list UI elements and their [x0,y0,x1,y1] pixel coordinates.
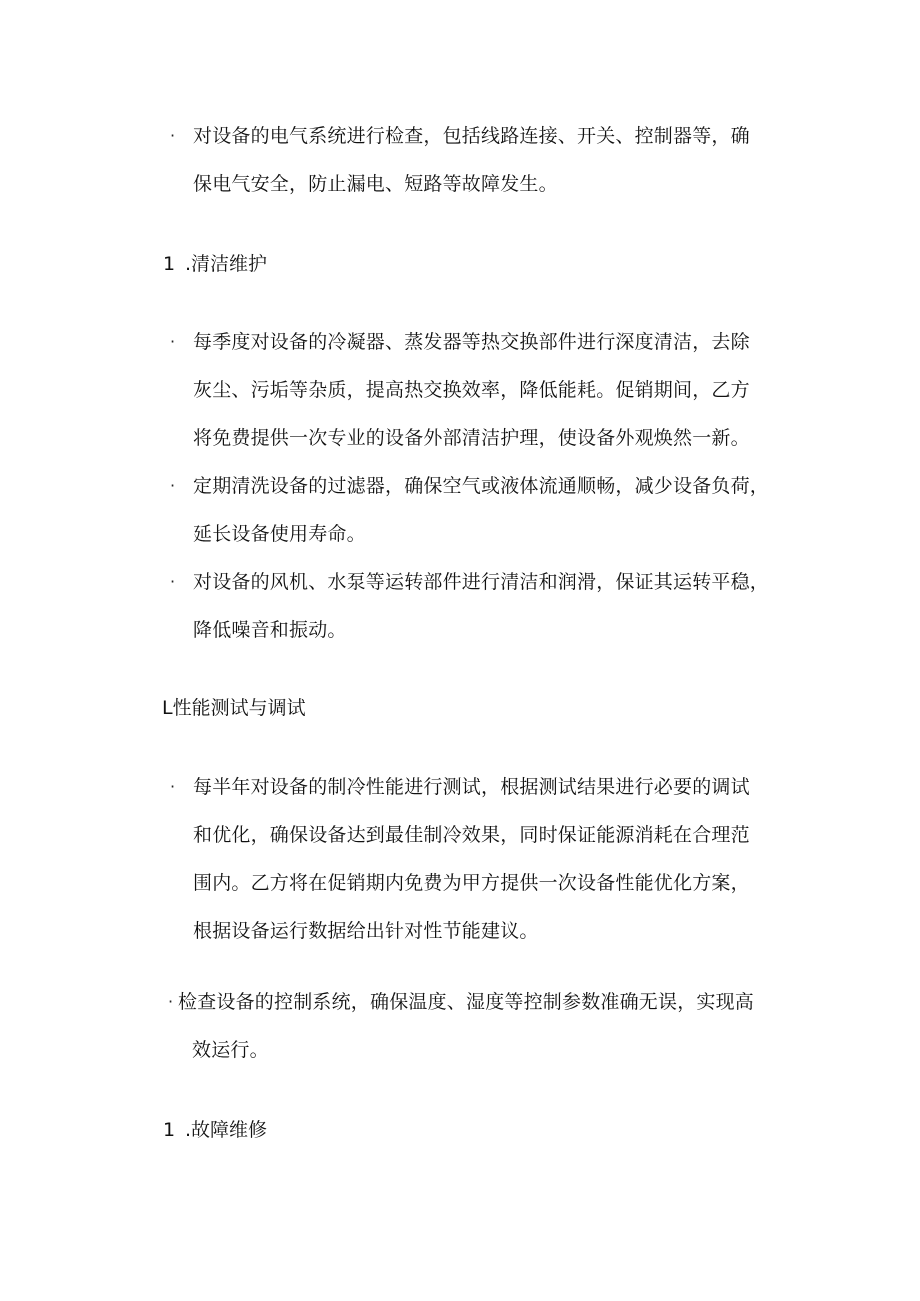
paragraph-line: 每季度对设备的冷凝器、蒸发器等热交换部件进行深度清洁，去除 [193,331,750,353]
paragraph-line: 保电气安全，防止漏电、短路等故障发生。 [193,173,558,195]
paragraph-line: 检查设备的控制系统，确保温度、湿度等控制参数准确无误，实现高 [178,991,755,1013]
section-heading-performance: L性能测试与调试 [162,697,306,719]
paragraph-line: 降低噪音和振动。 [193,619,347,641]
bullet-marker: · [170,572,176,591]
paragraph-line: 对设备的电气系统进行检查，包括线路连接、开关、控制器等，确 [193,125,750,147]
paragraph-line: 和优化，确保设备达到最佳制冷效果，同时保证能源消耗在合理范 [193,824,750,846]
paragraph-line: 将免费提供一次专业的设备外部清洁护理，使设备外观焕然一新。 [193,427,750,449]
paragraph-line: 效运行。 [192,1039,269,1061]
bullet-marker: · [170,332,176,351]
paragraph-line: 定期清洗设备的过滤器，确保空气或液体流通顺畅，减少设备负荷， [193,475,770,497]
section-heading-cleaning [163,252,267,276]
paragraph-line: 每半年对设备的制冷性能进行测试，根据测试结果进行必要的调试 [193,776,750,798]
heading-number: 1 [163,1119,176,1141]
paragraph-line: 围内。乙方将在促销期内免费为甲方提供一次设备性能优化方案， [193,872,750,894]
bullet-marker: · [170,777,176,796]
bullet-marker: · [168,992,174,1011]
bullet-marker: · [170,476,176,495]
paragraph-line: 对设备的风机、水泵等运转部件进行清洁和润滑，保证其运转平稳， [193,571,770,593]
bullet-marker: · [170,126,176,145]
paragraph-line: 根据设备运行数据给出针对性节能建议。 [193,920,539,942]
section-heading-repair [163,1118,267,1142]
paragraph-line: 延长设备使用寿命。 [193,523,366,545]
heading-title: .清洁维护 [185,253,268,275]
heading-title: .故障维修 [185,1119,268,1141]
paragraph-line: 灰尘、污垢等杂质，提高热交换效率，降低能耗。促销期间，乙方 [193,379,750,401]
heading-number: 1 [163,253,176,275]
